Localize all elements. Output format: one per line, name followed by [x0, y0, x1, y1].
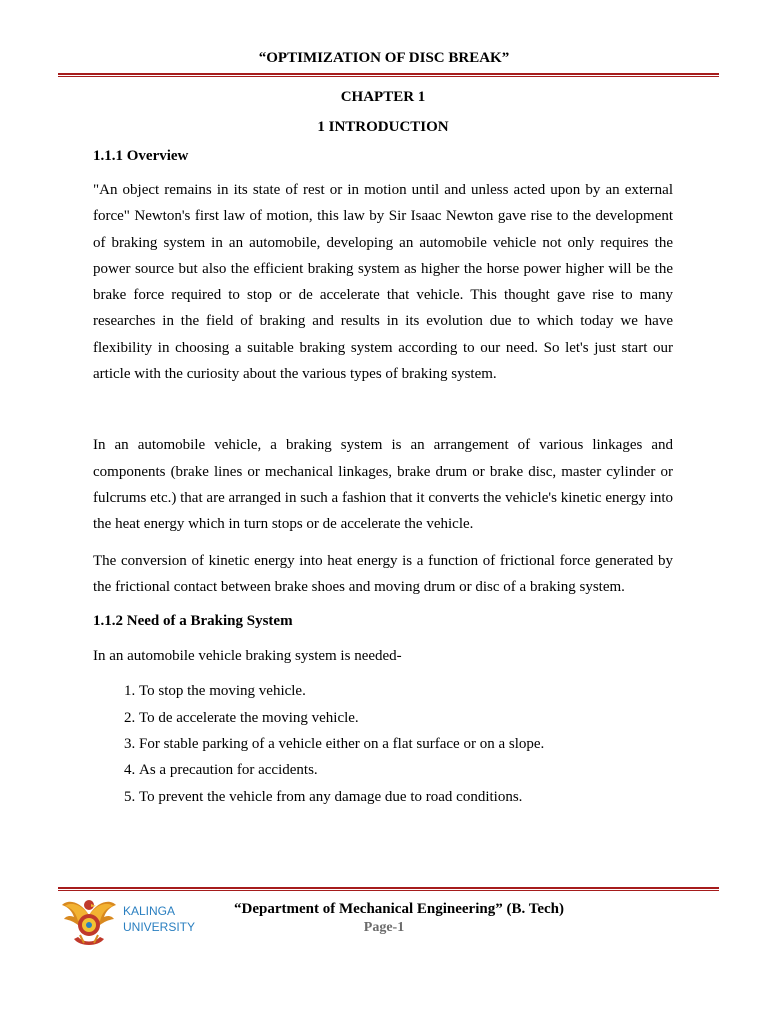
department-name [234, 901, 564, 918]
footer-rule [58, 887, 719, 892]
page-number: Page-1 [363, 920, 405, 935]
list-item: 4. As a precaution for accidents. [139, 757, 673, 783]
chapter-label: CHAPTER 1 [340, 89, 426, 105]
page-content [93, 86, 673, 810]
header-rule [58, 73, 719, 78]
paragraph: "An object remains in its state of rest or in motion until and unless acted upon by an external force" Newton's first law of motion, this law by Sir Isaac Newton gave rise to the development of braking system in an automobile, developing an automobile vehicle not only requires the power source but also the efficient braking system as higher the horse power higher will be the brake force required to stop or de accelerate that vehicle. This thought gave rise to many researches in the field of braking and results in its evolution due to which today we have flexibility in choosing a suitable braking system according to our need. So let's just start our article with the curiosity about the various types of braking system. [93, 182, 673, 383]
needs-list [93, 678, 673, 809]
section-heading-need: 1.1.2 Need of a Braking System [93, 613, 293, 630]
paragraph: In an automobile vehicle, a braking system is an arrangement of various linkages and components (brake lines or mechanical linkages, brake drum or brake disc, master cylinder or fulcrums etc.) that are arranged in such a fashion that it converts the vehicle's kinetic energy into the heat energy which in turn stops or de accelerate the vehicle. [93, 437, 673, 533]
department-text: “Department of Mechanical Engineering” (B. Tech) [234, 901, 564, 917]
chapter-title: 1 INTRODUCTION [317, 119, 449, 135]
list-intro: In an automobile vehicle braking system is needed- [93, 648, 402, 665]
university-name-line1: KALINGA [123, 904, 176, 918]
list-item: 5. To prevent the vehicle from any damage due to road conditions. [139, 784, 673, 810]
list-item: 2. To de accelerate the moving vehicle. [139, 705, 673, 731]
university-name-line2: UNIVERSITY [123, 920, 196, 934]
document-title: “OPTIMIZATION OF DISC BREAK” [258, 50, 510, 66]
list-item: 1. To stop the moving vehicle. [139, 678, 673, 704]
paragraph: The conversion of kinetic energy into heat energy is a function of frictional force generated by the frictional contact between brake shoes and moving drum or disc of a braking system. [93, 552, 673, 595]
section-heading-overview: 1.1.1 Overview [93, 148, 189, 164]
list-item: 3. For stable parking of a vehicle either on a flat surface or on a slope. [139, 731, 673, 757]
